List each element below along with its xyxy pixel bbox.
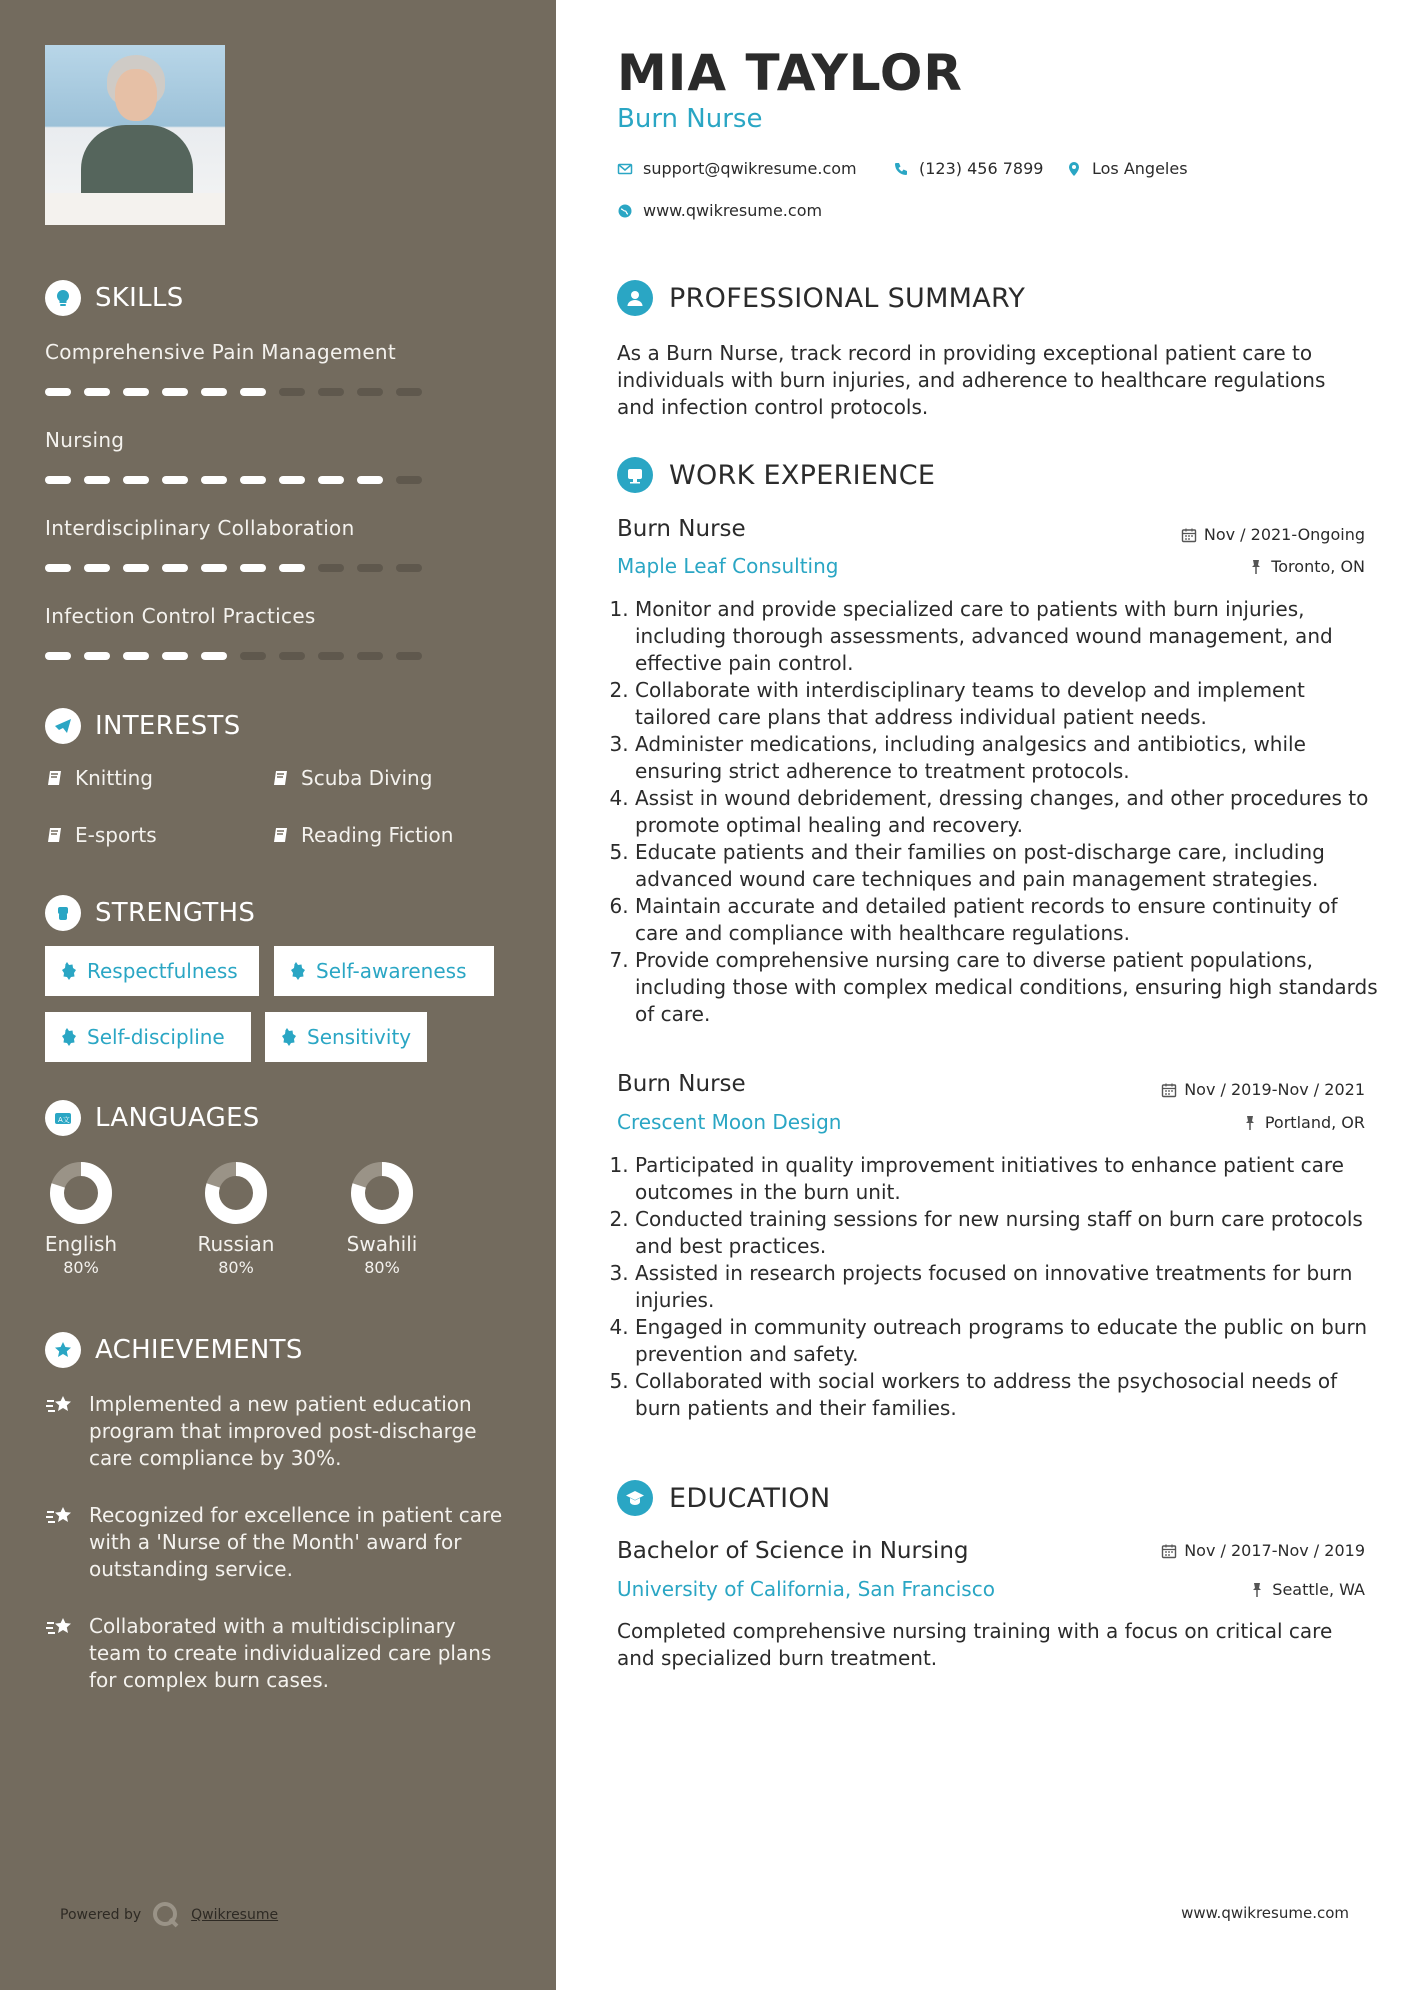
skill-dash <box>123 564 149 572</box>
skill-name: Interdisciplinary Collaboration <box>45 516 355 540</box>
calendar-icon <box>1161 1543 1177 1559</box>
star-icon <box>45 1332 81 1368</box>
skill-item <box>45 428 445 484</box>
language-item: Russian 80% <box>181 1160 291 1277</box>
duty-item: 1. Participated in quality improvement initiatives to enhance patient care outcomes in the burn unit. <box>635 1152 1380 1206</box>
interest-item: Knitting <box>45 766 153 790</box>
skill-dash <box>162 652 188 660</box>
graduation-cap-icon <box>617 1480 653 1516</box>
strength-badge: Respectfulness <box>45 946 259 996</box>
candidate-title: Burn Nurse <box>617 104 763 134</box>
duty-item: 1. Monitor and provide specialized care to patients with burn injuries, including thorough assessments, advanced wound management, and effective pain control. <box>635 596 1380 677</box>
skill-dash <box>318 564 344 572</box>
skill-dash <box>162 476 188 484</box>
language-item: English 80% <box>26 1160 136 1277</box>
footer-url: www.qwikresume.com <box>1181 1904 1349 1922</box>
powered-by: Powered by Qwikresume <box>60 1900 278 1930</box>
calendar-icon <box>1181 527 1197 543</box>
skill-dash <box>396 388 422 396</box>
language-icon <box>45 1100 81 1136</box>
job-role: Burn Nurse <box>617 1071 746 1097</box>
duty-item: 5. Collaborated with social workers to address the psychosocial needs of burn patients and their families. <box>635 1368 1380 1422</box>
pushpin-icon <box>1248 559 1264 575</box>
calendar-icon <box>1161 1082 1177 1098</box>
duty-item: 3. Administer medications, including analgesics and antibiotics, while ensuring strict adherence to treatment protocols. <box>635 731 1380 785</box>
skill-dash <box>162 564 188 572</box>
book-icon <box>271 768 291 788</box>
skill-item <box>45 604 445 660</box>
skill-dash <box>357 564 383 572</box>
phone-icon <box>893 161 909 177</box>
fist-icon <box>45 895 81 931</box>
profile-photo <box>45 45 225 225</box>
contact-website: www.qwikresume.com <box>617 201 822 220</box>
paper-plane-icon <box>45 708 81 744</box>
skill-item <box>45 340 445 396</box>
skill-name: Nursing <box>45 428 125 452</box>
briefcase-icon <box>617 457 653 493</box>
skill-dash <box>396 564 422 572</box>
skill-dash <box>240 652 266 660</box>
language-ring <box>203 1160 269 1226</box>
skill-dash <box>45 388 71 396</box>
job-location: Portland, OR <box>1242 1113 1365 1132</box>
skill-dash <box>45 564 71 572</box>
duty-item: 2. Collaborate with interdisciplinary teams to develop and implement tailored care plans that address individual patient needs. <box>635 677 1380 731</box>
interests-heading: INTERESTS <box>45 708 241 744</box>
user-icon <box>617 280 653 316</box>
envelope-icon <box>617 161 633 177</box>
education-heading: EDUCATION <box>617 1480 830 1516</box>
globe-icon <box>617 203 633 219</box>
summary-heading: PROFESSIONAL SUMMARY <box>617 280 1025 316</box>
skill-dash <box>357 476 383 484</box>
skill-name: Comprehensive Pain Management <box>45 340 397 364</box>
school-name: University of California, San Francisco <box>617 1577 995 1601</box>
skill-dash <box>201 564 227 572</box>
achievement-item: Collaborated with a multidisciplinary team to create individualized care plans for complex burn cases. <box>45 1613 505 1694</box>
education-description: Completed comprehensive nursing training with a focus on critical care and specialized burn treatment. <box>617 1619 1333 1670</box>
education-location: Seattle, WA <box>1249 1580 1365 1599</box>
skill-dash <box>45 476 71 484</box>
skill-level-bar <box>45 652 445 660</box>
interest-item: Scuba Diving <box>271 766 432 790</box>
badge-icon <box>286 961 306 981</box>
book-icon <box>271 825 291 845</box>
sidebar <box>0 0 556 1990</box>
skill-dash <box>240 388 266 396</box>
degree-title: Bachelor of Science in Nursing <box>617 1538 969 1564</box>
job-company: Crescent Moon Design <box>617 1110 842 1134</box>
skill-level-bar <box>45 476 445 484</box>
language-ring <box>349 1160 415 1226</box>
job-dates: Nov / 2021-Ongoing <box>1181 525 1365 544</box>
skill-dash <box>201 388 227 396</box>
badge-icon <box>57 1027 77 1047</box>
book-icon <box>45 768 65 788</box>
strengths-heading: STRENGTHS <box>45 895 255 931</box>
skill-dash <box>279 652 305 660</box>
skill-dash <box>84 388 110 396</box>
interest-item: E-sports <box>45 823 157 847</box>
badge-icon <box>277 1027 297 1047</box>
skill-dash <box>240 564 266 572</box>
skill-item <box>45 516 445 572</box>
skill-level-bar <box>45 564 445 572</box>
shooting-star-icon <box>45 1393 77 1419</box>
skill-dash <box>318 388 344 396</box>
job-company: Maple Leaf Consulting <box>617 554 839 578</box>
pushpin-icon <box>1249 1582 1265 1598</box>
duty-item: 3. Assisted in research projects focused on innovative treatments for burn injuries. <box>635 1260 1380 1314</box>
skill-dash <box>201 652 227 660</box>
skill-dash <box>84 564 110 572</box>
strength-badge: Sensitivity <box>265 1012 427 1062</box>
strength-badge: Self-awareness <box>274 946 494 996</box>
languages-heading: A文 LANGUAGES <box>45 1100 260 1136</box>
strength-badge: Self-discipline <box>45 1012 251 1062</box>
experience-heading: WORK EXPERIENCE <box>617 457 935 493</box>
contact-email: support@qwikresume.com <box>617 159 857 178</box>
duty-item: 2. Conducted training sessions for new nursing staff on burn care protocols and best practices. <box>635 1206 1380 1260</box>
candidate-name: MIA TAYLOR <box>617 44 963 102</box>
job-role: Burn Nurse <box>617 516 746 542</box>
skill-dash <box>123 388 149 396</box>
skill-dash <box>318 476 344 484</box>
education-dates: Nov / 2017-Nov / 2019 <box>1161 1541 1365 1560</box>
job-location: Toronto, ON <box>1248 557 1365 576</box>
skill-dash <box>201 476 227 484</box>
skill-dash <box>357 388 383 396</box>
contact-location: Los Angeles <box>1066 159 1188 178</box>
skill-dash <box>318 652 344 660</box>
skill-dash <box>279 476 305 484</box>
language-ring <box>48 1160 114 1226</box>
job-duties-list <box>617 596 1380 1028</box>
job-dates: Nov / 2019-Nov / 2021 <box>1161 1080 1365 1099</box>
skill-level-bar <box>45 388 445 396</box>
interest-item: Reading Fiction <box>271 823 453 847</box>
svg-text:A文: A文 <box>58 1116 70 1124</box>
pushpin-icon <box>1242 1115 1258 1131</box>
skill-dash <box>123 652 149 660</box>
duty-item: 6. Maintain accurate and detailed patient records to ensure continuity of care and compliance with healthcare regulations. <box>635 893 1380 947</box>
summary-text: As a Burn Nurse, track record in providing exceptional patient care to individuals with burn injuries, and adherence to healthcare regulations and infection control protocols. <box>617 341 1326 419</box>
skill-dash <box>396 652 422 660</box>
main-content <box>556 0 1407 1990</box>
skill-name: Infection Control Practices <box>45 604 316 628</box>
shooting-star-icon <box>45 1615 77 1641</box>
achievement-item: Implemented a new patient education program that improved post-discharge care compliance by 30%. <box>45 1391 505 1472</box>
skill-dash <box>45 652 71 660</box>
shooting-star-icon <box>45 1504 77 1530</box>
skill-dash <box>279 564 305 572</box>
skill-dash <box>396 476 422 484</box>
map-pin-icon <box>1066 161 1082 177</box>
language-item: Swahili 80% <box>327 1160 437 1277</box>
achievement-item: Recognized for excellence in patient care with a 'Nurse of the Month' award for outstanding service. <box>45 1502 505 1583</box>
skill-dash <box>357 652 383 660</box>
book-icon <box>45 825 65 845</box>
job-duties-list <box>617 1152 1380 1422</box>
qwikresume-link[interactable]: Qwikresume <box>191 1907 279 1923</box>
contact-phone: (123) 456 7899 <box>893 159 1043 178</box>
skills-heading: SKILLS <box>45 280 184 316</box>
skill-dash <box>279 388 305 396</box>
skill-dash <box>84 652 110 660</box>
duty-item: 5. Educate patients and their families on post-discharge care, including advanced wound care techniques and pain management strategies. <box>635 839 1380 893</box>
achievements-heading: ACHIEVEMENTS <box>45 1332 303 1368</box>
skill-dash <box>84 476 110 484</box>
lightbulb-icon <box>45 280 81 316</box>
badge-icon <box>57 961 77 981</box>
duty-item: 4. Assist in wound debridement, dressing changes, and other procedures to promote optimal healing and recovery. <box>635 785 1380 839</box>
duty-item: 4. Engaged in community outreach programs to educate the public on burn prevention and safety. <box>635 1314 1380 1368</box>
duty-item: 7. Provide comprehensive nursing care to diverse patient populations, including those with complex medical conditions, ensuring high standards of care. <box>635 947 1380 1028</box>
skill-dash <box>240 476 266 484</box>
skill-dash <box>123 476 149 484</box>
skill-dash <box>162 388 188 396</box>
qwikresume-logo-icon <box>151 1900 181 1930</box>
